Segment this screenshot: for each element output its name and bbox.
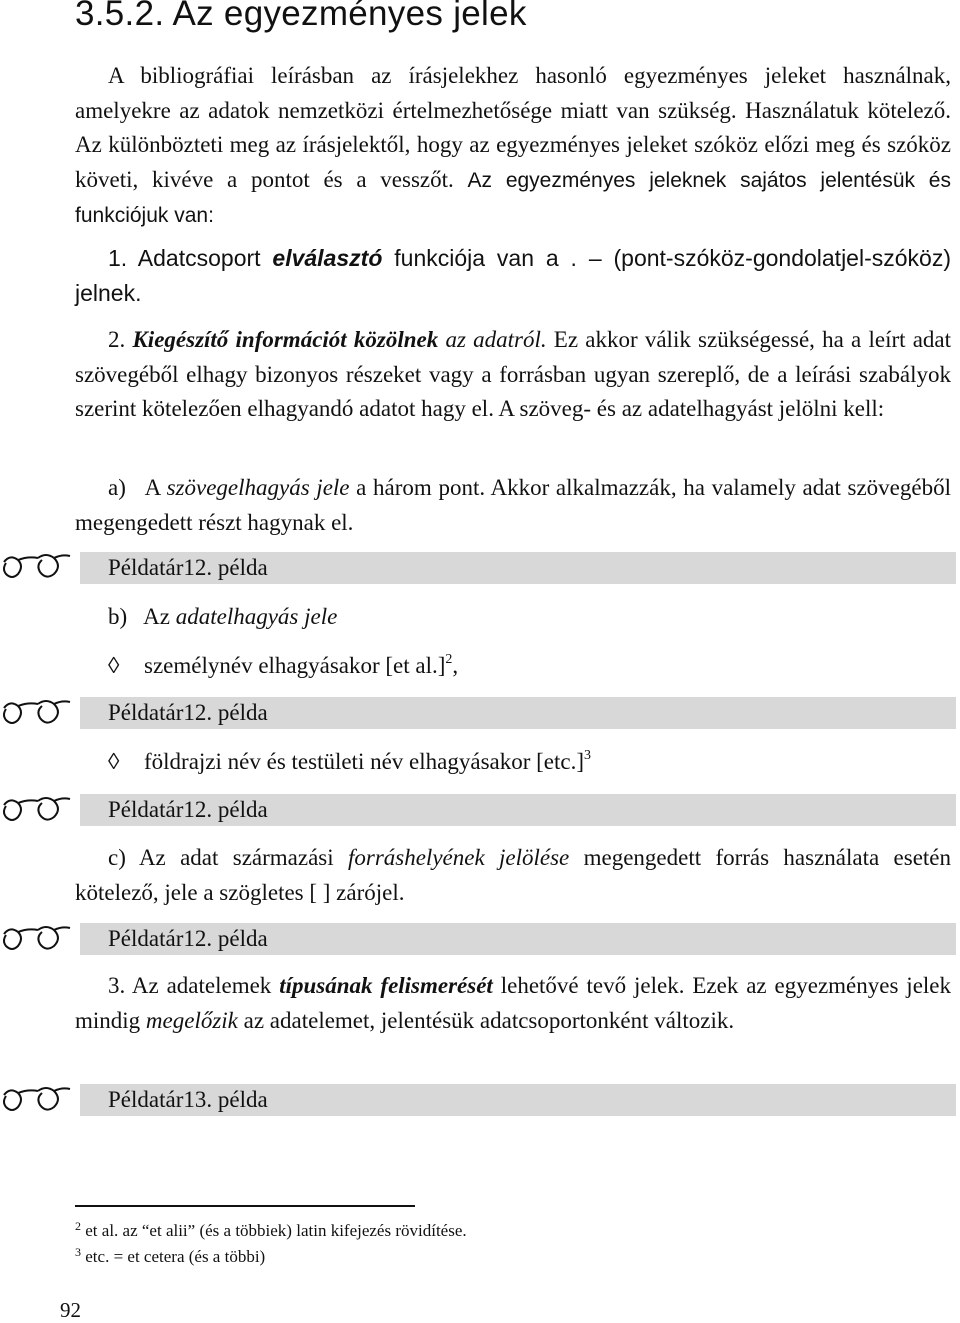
glasses-icon — [0, 552, 72, 582]
bullet-personal-name: ◊ személynév elhagyásakor [et al.]$^2$, — [108, 650, 458, 682]
bullet-geographic-name: ◊ földrajzi név és testületi név elhagyásakor $[etc.]^3$ — [108, 746, 591, 778]
example-bar[interactable] — [80, 923, 956, 955]
example-bar[interactable] — [80, 552, 956, 584]
example-bar[interactable] — [80, 1084, 956, 1116]
item-a-paragraph: a) A szövegelhagyás jele a három pont. Akkor alkalmazzák, ha valamely adat szövegéből megengedett részt hagynak el. — [75, 475, 951, 535]
diamond-icon: ◊ — [108, 653, 120, 678]
footnote-3: $^3$ etc. = et cetera (és a többi) — [75, 1245, 266, 1266]
glasses-icon — [0, 698, 72, 728]
footnote-divider — [75, 1205, 415, 1207]
glasses-icon — [0, 924, 72, 954]
example-label: Példatár12. példa — [108, 555, 268, 580]
glasses-icon — [0, 1085, 72, 1115]
item-2-paragraph: 2. Kiegészítő információt közölnek az adatról. Ez akkor válik szükségessé, ha a leírt adat szövegéből elhagy bizonyos részeket vagy a forrásban ugyan szereplő, de a leírási szabályok szerint kötelezően elhagyandó adatot hagy el. A szöveg- és az adatelhagyást jelölni kell: — [75, 327, 952, 421]
diamond-icon: ◊ — [108, 749, 120, 774]
item-c-paragraph: c) Az adat származási forráshelyének jelölése megengedett forrás használata esetén kötelező, jele a szögletes [ ] zárójel. — [75, 845, 951, 905]
footnote-2: $^2$ et al. az “et alii” (és a többiek) latin kifejezés rövidítése. — [75, 1219, 467, 1240]
glasses-icon — [0, 795, 72, 825]
example-label: Példatár12. példa — [108, 700, 268, 725]
example-label: Példatár12. példa — [108, 797, 268, 822]
item-1-paragraph: 1. Adatcsoport elválasztó funkciója van a . – (pont-szóköz-gondolatjel-szóköz) jelnek. — [75, 245, 951, 306]
item-b-paragraph: b) Az adatelhagyás jele — [108, 604, 338, 629]
example-bar[interactable] — [80, 794, 956, 826]
page-number: 92 — [60, 1298, 81, 1322]
section-heading: 3.5.2. Az egyezményes jelek — [75, 0, 527, 33]
example-label: Példatár13. példa — [108, 1087, 268, 1112]
intro-paragraph: A bibliográfiai leírásban az írásjelekhez hasonló egyezményes jeleket használnak, amelyekre az adatok nemzetközi értelmezhetősége miatt van szükség. Használatuk kötelező. Az különbözteti meg az írásjelektől, hogy az egyezményes jeleket szóköz előzi meg és szóköz követi, kivéve a pontot és a vesszőt. Az egyezményes jeleknek sajátos jelentésük és funkciójuk van: — [75, 63, 951, 227]
example-bar[interactable] — [80, 697, 956, 729]
example-label: Példatár12. példa — [108, 926, 268, 951]
item-3-paragraph: 3. Az adatelemek típusának felismerését lehetővé tevő jelek. Ezek az egyezményes jelek mindig megelőzik az adatelemet, jelentésük adatcsoportonként változik. — [75, 973, 951, 1033]
